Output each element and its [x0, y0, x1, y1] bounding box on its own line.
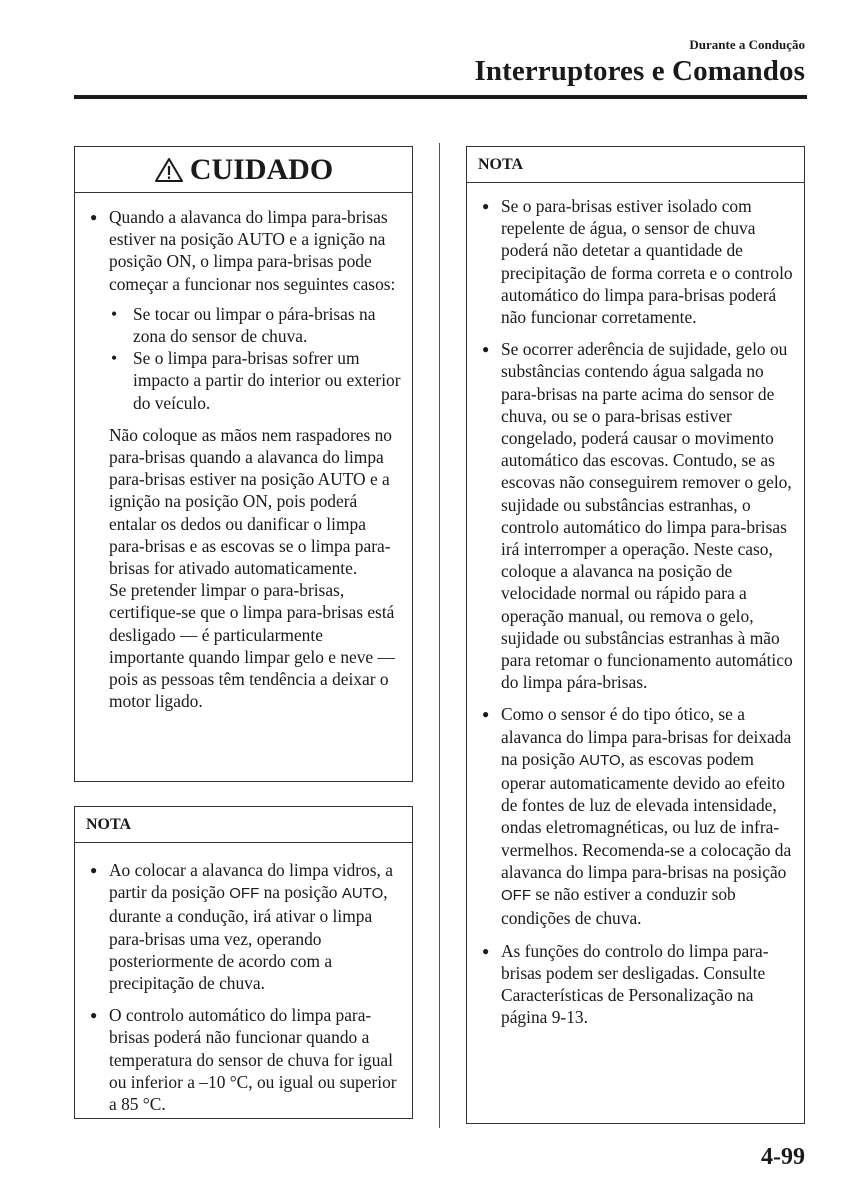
text-run: , durante a condução, irá ativar o limpa para-brisas uma vez, operando posteriormente de acordo com a precipitação de chuva.	[109, 882, 388, 994]
text-run: se não estiver a conduzir sob condições de chuva.	[501, 884, 736, 929]
switch-label: OFF	[501, 887, 531, 905]
note-right-list	[477, 195, 794, 1028]
column-divider	[439, 143, 440, 1128]
list-item	[85, 206, 402, 712]
title-rule	[74, 95, 807, 99]
note-right-item-2: Se ocorrer aderência de sujidade, gelo ou substâncias contendo água salgada no para-brisas na parte acima do sensor de chuva, ou se o para-brisas estiver congelado, poderá causar o movimento automático das escovas. Contudo, se as escovas não conseguirem remover o gelo, sujidade ou substâncias estranhas, o controlo automático do limpa para-brisas irá interromper a operação. Neste caso, coloque a alavanca na posição de velocidade normal ou rápido para a operação manual, ou remova o gelo, sujidade ou substâncias estranhas à mão para retomar o funcionamento automático do limpa pára-brisas.	[501, 339, 793, 693]
caution-intro: Quando a alavanca do limpa para-brisas estiver na posição AUTO e a ignição na posição ON, o limpa para-brisas pode começar a funcionar nos seguintes casos:	[109, 207, 396, 294]
list-item	[477, 940, 794, 1029]
switch-label: AUTO	[341, 885, 384, 903]
note-header: NOTA	[467, 147, 804, 183]
note-left-item-2: O controlo automático do limpa para-brisas poderá não funcionar quando a temperatura do sensor de chuva for igual ou inferior a –10 °C, ou igual ou superior a 85 °C.	[109, 1005, 397, 1115]
caution-box	[74, 146, 413, 782]
switch-label: OFF	[229, 885, 260, 903]
bullet-icon: ●	[482, 943, 490, 958]
section-label: Durante a Condução	[689, 37, 805, 52]
list-item	[109, 303, 402, 347]
sub-bullet-icon: •	[111, 348, 118, 369]
caution-list	[85, 206, 402, 712]
list-item	[477, 703, 794, 929]
bullet-icon: ●	[90, 1008, 98, 1023]
note-left-body	[75, 843, 412, 1115]
note-box-right	[466, 146, 805, 1124]
text-run: Como o sensor é do tipo ótico, se a alavanca do limpa para-brisas for deixada na posição	[501, 704, 792, 769]
note-right-body	[467, 183, 804, 1028]
list-item	[85, 859, 402, 994]
caution-paragraph-1: Não coloque as mãos nem raspadores no para-brisas quando a alavanca do limpa para-brisas estiver na posição AUTO e a ignição na posição ON, pois poderá entalar os dedos ou danificar o limpa para-brisas e as escovas se o limpa para-brisas for ativado automaticamente.	[109, 424, 392, 579]
bullet-icon: ●	[482, 342, 490, 357]
caution-sub-list	[109, 303, 402, 414]
bullet-icon: ●	[482, 707, 490, 722]
list-item	[477, 338, 794, 693]
note-right-item-3	[501, 704, 791, 928]
text-run: Ao colocar a alavanca do limpa vidros, a partir da posição	[109, 860, 393, 903]
bullet-icon: ●	[90, 210, 98, 224]
switch-label: AUTO	[579, 751, 621, 769]
text-run: , as escovas podem operar automaticamente devido ao efeito de fontes de luz de elevada intensidade, ondas eletromagnéticas, ou luz de infra-vermelhos. Recomenda-se a colocação da alavanca do limpa para-brisas na posição	[501, 748, 792, 882]
page-number: 4-99	[761, 1144, 805, 1170]
caution-paragraph-2: Se pretender limpar o para-brisas, certifique-se que o limpa para-brisas está desligado — é particularmente importante quando limpar gelo e neve — pois as pessoas têm tendência a deixar o motor ligado.	[109, 580, 395, 712]
note-box-left	[74, 806, 413, 1119]
note-left-item-1	[109, 860, 393, 993]
list-item	[109, 347, 402, 414]
sub-bullet-icon: •	[111, 303, 118, 324]
note-right-item-1: Se o para-brisas estiver isolado com repelente de água, o sensor de chuva poderá não detetar a quantidade de precipitação de forma correta e o controlo automático do limpa para-brisas poderá não funcionar corretamente.	[501, 196, 793, 328]
warning-triangle-icon	[154, 157, 184, 183]
bullet-icon: ●	[482, 199, 490, 213]
list-item	[85, 1004, 402, 1115]
list-item	[477, 195, 794, 328]
caution-body	[75, 193, 412, 712]
caution-header	[75, 147, 412, 193]
text-run: na posição	[259, 882, 342, 903]
caution-title: CUIDADO	[189, 152, 334, 186]
note-left-list	[85, 859, 402, 1115]
bullet-icon: ●	[90, 863, 98, 877]
page-title: Interruptores e Comandos	[474, 55, 805, 87]
note-header: NOTA	[75, 807, 412, 843]
caution-sub-item-1: Se tocar ou limpar o pára-brisas na zona do sensor de chuva.	[133, 303, 376, 347]
note-right-item-4: As funções do controlo do limpa para-brisas podem ser desligadas. Consulte Características de Personalização na página 9-13.	[501, 940, 769, 1028]
caution-sub-item-2: Se o limpa para-brisas sofrer um impacto a partir do interior ou exterior do veículo.	[133, 348, 401, 413]
